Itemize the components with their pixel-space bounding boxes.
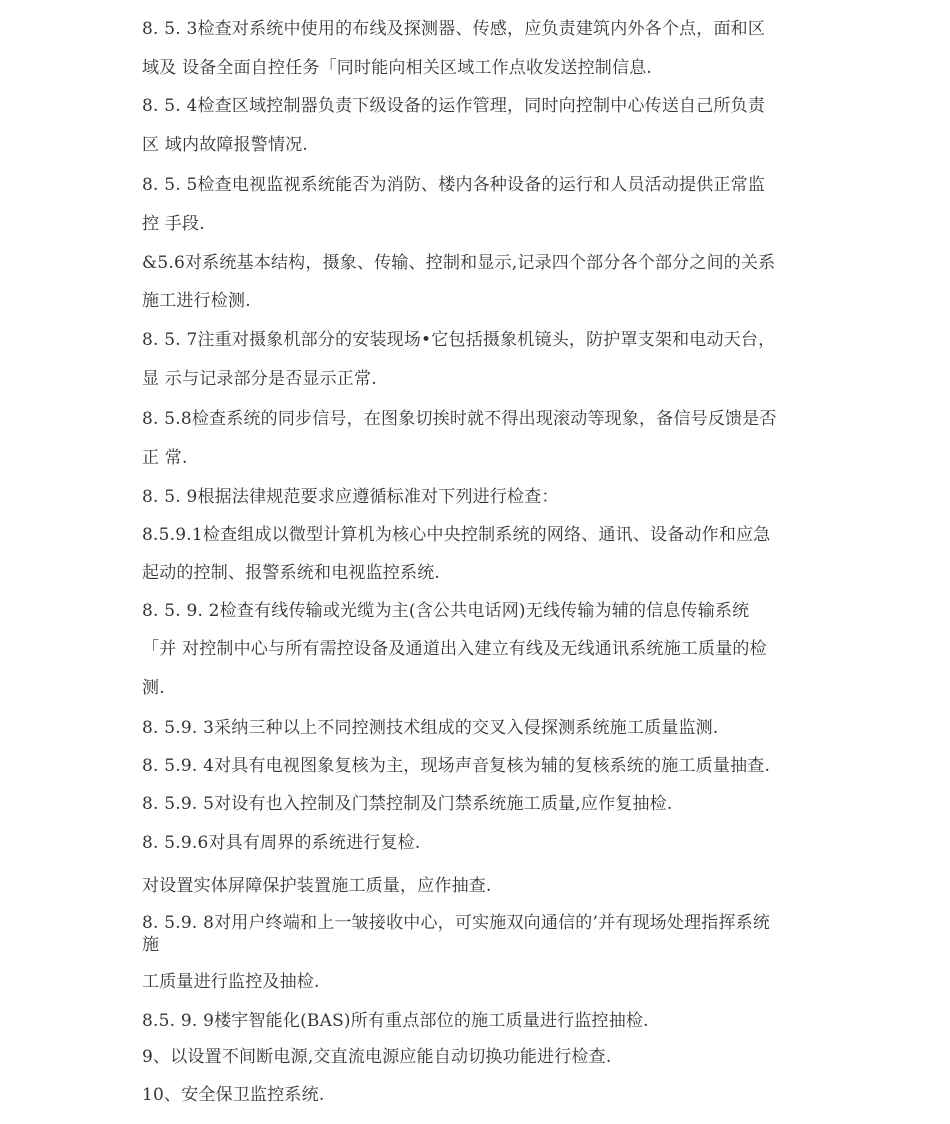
text-line: 8. 5. 5检查电视监视系统能否为消防、楼内各种设备的运行和人员活动提供正常监 xyxy=(142,175,766,195)
text-line: 8. 5. 4检查区域控制器负责下级设备的运作管理，同时向控制中心传送自己所负责 xyxy=(142,96,766,116)
text-line: 施 xyxy=(142,935,160,955)
text-line: &5.6对系统基本结构，摄象、传输、控制和显示,记录四个部分各个部分之间的关系 xyxy=(142,253,776,273)
text-line: 域及 设备全面自控任务「同时能向相关区域工作点收发送控制信息. xyxy=(142,58,653,78)
text-line: 对设置实体屏障保护装置施工质量，应作抽查. xyxy=(142,876,492,896)
text-line: 区 域内故障报警情况. xyxy=(142,135,309,155)
text-line: 8. 5.9.6对具有周界的系统进行复检. xyxy=(142,833,421,853)
text-line: 8. 5. 9根据法律规范要求应遵循标准对下列进行检查： xyxy=(142,487,559,507)
text-line: 施工进行检测. xyxy=(142,291,251,311)
text-line: 测. xyxy=(142,678,165,698)
text-line: 8.5.9.1检查组成以微型计算机为核心中央控制系统的网络、通讯、设备动作和应急 xyxy=(142,525,771,545)
text-line: 显 示与记录部分是否显示正常. xyxy=(142,369,377,389)
text-line: 8. 5.9. 4对具有电视图象复核为主，现场声音复核为辅的复核系统的施工质量抽查. xyxy=(142,756,771,776)
text-line: 8.5. 9. 9楼宇智能化(BAS)所有重点部位的施工质量进行监控抽检. xyxy=(142,1011,649,1031)
text-line: 8. 5.8检查系统的同步信号，在图象切挨时就不得出现滚动等现象，备信号反馈是否 xyxy=(142,409,777,429)
text-line: 「并 对控制中心与所有需控设备及通道出入建立有线及无线通讯系统施工质量的检 xyxy=(142,639,767,659)
text-line: 工质量进行监控及抽检. xyxy=(142,972,320,992)
text-line: 8. 5.9. 3采纳三种以上不同控测技术组成的交叉入侵探测系统施工质量监测. xyxy=(142,718,719,738)
text-line: 8. 5. 9. 2检查有线传输或光缆为主(含公共电话网)无线传输为辅的信息传输系统 xyxy=(142,601,750,621)
text-line: 正 常. xyxy=(142,448,188,468)
text-line: 8. 5. 7注重对摄象机部分的安装现场•它包括摄象机镜头，防护罩支架和电动天台， xyxy=(142,330,776,350)
text-line: 9、以设置不间断电源,交直流电源应能自动切换功能进行检查. xyxy=(142,1047,612,1067)
text-line: 起动的控制、报警系统和电视监控系统. xyxy=(142,563,441,583)
text-line: 8. 5.9. 8对用户终端和上一皱接收中心，可实施双向通信的’并有现场处理指挥系统 xyxy=(142,913,771,933)
text-line: 8. 5. 3检查对系统中使用的布线及探测器、传感，应负责建筑内外各个点，面和区 xyxy=(142,19,766,39)
text-line: 控 手段. xyxy=(142,214,205,234)
text-line: 8. 5.9. 5对设有也入控制及门禁控制及门禁系统施工质量,应作复抽检. xyxy=(142,794,673,814)
text-line: 10、安全保卫监控系统. xyxy=(142,1085,325,1105)
